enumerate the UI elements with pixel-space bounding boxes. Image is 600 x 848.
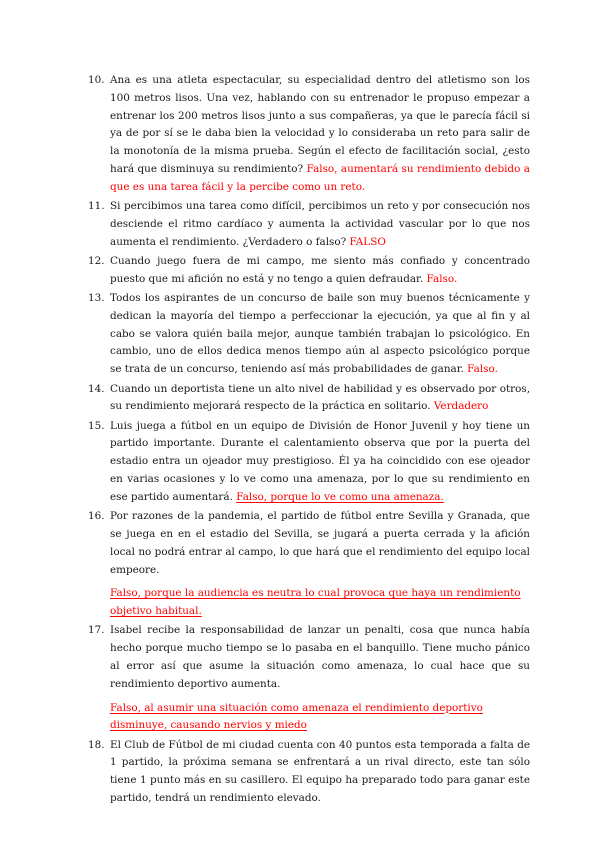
answer-text: Falso, aumentará su rendimiento debido a que es una tarea fácil y la percibe como un reto. xyxy=(110,162,530,193)
question-number: 16. xyxy=(88,510,105,523)
question-text: Luis juega a fútbol en un equipo de División de Honor Juvenil y hoy tiene un partido importante. Durante el calentamiento observa que por la puerta del estadio entra un ojeador muy prestigioso. Él ya ha coincidido con ese ojeador en varias ocasiones y lo ve como una amenaza, por lo que su rendimiento en ese partido aumentará. xyxy=(110,419,530,503)
question-item-15 xyxy=(88,418,530,507)
question-item-14 xyxy=(88,381,530,417)
question-text: Ana es una atleta espectacular, su especialidad dentro del atletismo son los 100 metros lisos. Una vez, hablando con su entrenador le propuso empezar a entrenar los 200 metros lisos junto a sus compañeras, ya que le parecía fácil si ya de por sí se le daba bien la velocidad y lo consideraba un reto para salir de la monotonía de la misma prueba. Según el efecto de facilitación social, ¿esto hará que disminuya su rendimiento? xyxy=(110,74,530,175)
question-number: 11. xyxy=(88,200,105,213)
answer-text: FALSO xyxy=(349,235,386,248)
question-number: 15. xyxy=(88,419,105,432)
question-item-11 xyxy=(88,198,530,251)
question-item-12 xyxy=(88,253,530,289)
question-text: Isabel recibe la responsabilidad de lanzar un penalti, cosa que nunca había hecho porque mucho tiempo se lo pasaba en el banquillo. Tiene mucho pánico al error así que asume la situación como amenaza, lo cual hace que su rendimiento deportivo aumenta. xyxy=(110,624,530,690)
question-text: Todos los aspirantes de un concurso de baile son muy buenos técnicamente y dedican la mayoría del tiempo a perfeccionar la ejecución, ya que al fin y al cabo se valora quién baila mejor, aunque también trabajan lo psicológico. En cambio, uno de ellos dedica menos tiempo aún al aspecto psicológico porque se trata de un concurso, teniendo así más probabilidades de ganar. xyxy=(110,292,530,376)
question-number: 18. xyxy=(88,738,105,751)
question-item-16 xyxy=(88,508,530,621)
answer-text: Verdadero xyxy=(433,400,489,413)
question-text: Si percibimos una tarea como difícil, percibimos un reto y por consecución nos desciende el ritmo cardíaco y aumenta la actividad vascular por lo que nos aumenta el rendimiento. ¿Verdadero o falso? xyxy=(110,200,530,248)
question-item-18 xyxy=(88,737,530,808)
question-text: El Club de Fútbol de mi ciudad cuenta con 40 puntos esta temporada a falta de 1 partido, la próxima semana se enfrentará a un rival directo, este tan sólo tiene 1 punto más en su casillero. El equipo ha preparado todo para ganar este partido, tendrá un rendimiento elevado. xyxy=(110,738,530,805)
question-text: Cuando juego fuera de mi campo, me siento más confiado y concentrado puesto que mi afición no está y no tengo a quien defraudar. xyxy=(110,254,530,285)
question-item-13 xyxy=(88,290,530,379)
question-number: 17. xyxy=(88,624,105,637)
question-text: Cuando un deportista tiene un alto nivel de habilidad y es observado por otros, su rendimiento mejorará respecto de la práctica en solitario. xyxy=(110,382,530,413)
answer-text: Falso, al asumir una situación como amenaza el rendimiento deportivo disminuye, causando nervios y miedo xyxy=(110,701,483,732)
question-number: 13. xyxy=(88,292,105,305)
question-number: 14. xyxy=(88,382,105,395)
question-list xyxy=(88,72,530,809)
question-number: 10. xyxy=(88,74,105,86)
question-item-17 xyxy=(88,622,530,735)
question-text: Por razones de la pandemia, el partido de fútbol entre Sevilla y Granada, que se juega en en el estadio del Sevilla, se jugará a puerta cerrada y la afición local no podrá entrar al campo, lo que hará que el rendimiento del equipo local empeore. xyxy=(110,510,530,576)
answer-text: Falso, porque la audiencia es neutra lo cual provoca que haya un rendimiento objetivo habitual. xyxy=(110,587,521,618)
answer-text: Falso. xyxy=(467,363,498,376)
answer-text: Falso. xyxy=(426,272,458,285)
answer-text: Falso, porque lo ve como una amenaza. xyxy=(236,490,444,503)
question-number: 12. xyxy=(88,254,105,267)
question-item-10 xyxy=(88,72,530,197)
